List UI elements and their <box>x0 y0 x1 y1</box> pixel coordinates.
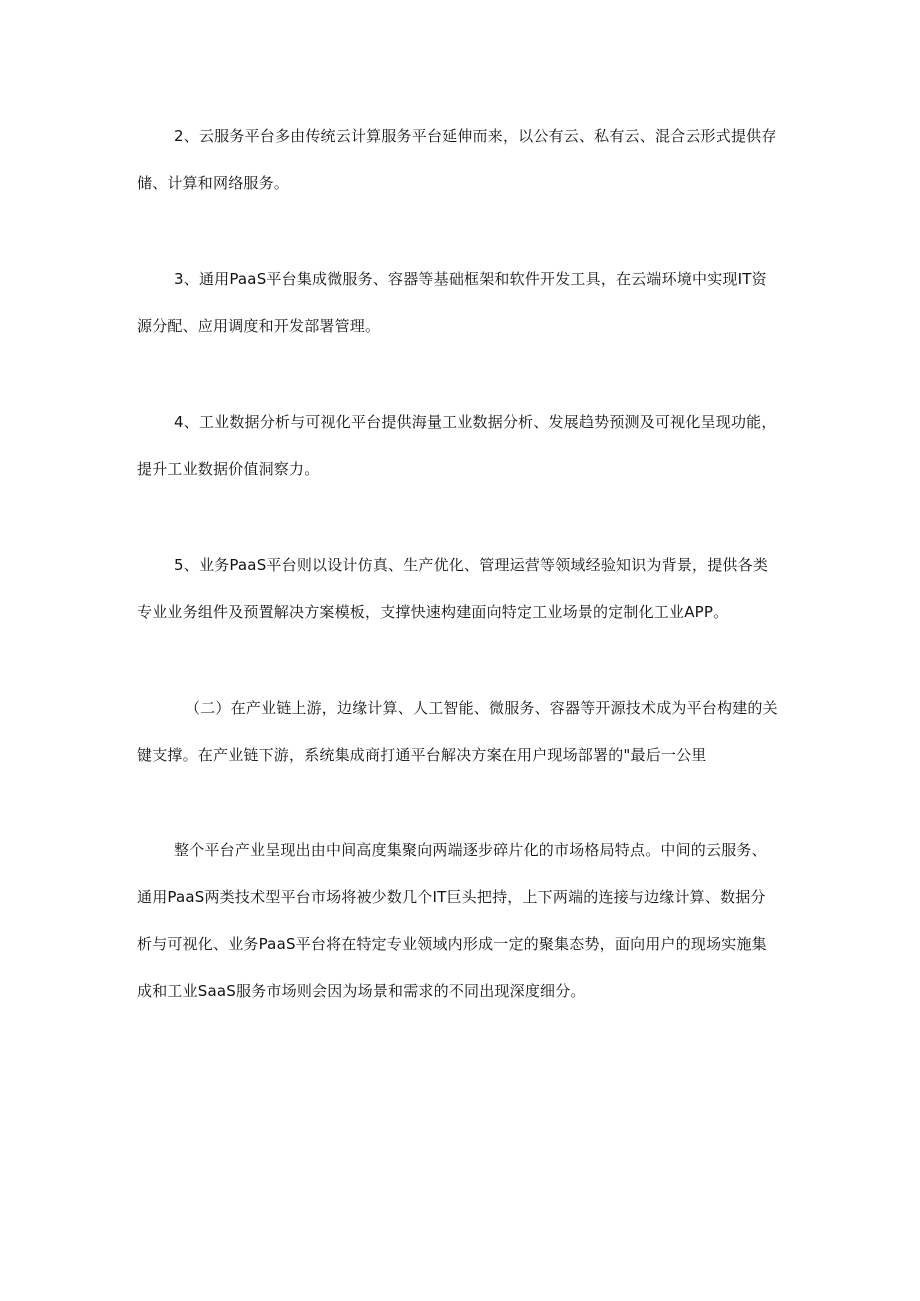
paragraph-line: 2、云服务平台多由传统云计算服务平台延伸而来，以公有云、私有云、混合云形式提供存 <box>174 127 777 145</box>
paragraph-line: 5、业务PaaS平台则以设计仿真、生产优化、管理运营等领域经验知识为背景，提供各类 <box>174 556 769 574</box>
paragraph-line: 提升工业数据价值洞察力。 <box>137 460 320 478</box>
paragraph-line: 成和工业SaaS服务市场则会因为场景和需求的不同出现深度细分。 <box>137 982 586 1000</box>
paragraph-business-paas-platform <box>137 542 793 636</box>
paragraph-line: （二）在产业链上游，边缘计算、人工智能、微服务、容器等开源技术成为平台构建的关 <box>185 699 778 717</box>
paragraph-line: 储、计算和网络服务。 <box>137 174 290 192</box>
paragraph-market-pattern <box>137 827 793 1015</box>
paragraph-line: 4、工业数据分析与可视化平台提供海量工业数据分析、发展趋势预测及可视化呈现功能， <box>174 413 777 431</box>
paragraph-line: 键支撑。在产业链下游，系统集成商打通平台解决方案在用户现场部署的"最后一公里 <box>137 746 707 764</box>
paragraph-line: 源分配、应用调度和开发部署管理。 <box>137 317 381 335</box>
paragraph-line: 专业业务组件及预置解决方案模板，支撑快速构建面向特定工业场景的定制化工业APP。 <box>137 603 729 621</box>
paragraph-cloud-service-platform <box>137 113 793 207</box>
paragraph-data-analysis-platform <box>137 399 793 493</box>
paragraph-general-paas-platform <box>137 256 793 350</box>
paragraph-line: 通用PaaS两类技术型平台市场将被少数几个IT巨头把持，上下两端的连接与边缘计算、数据分 <box>137 888 766 906</box>
paragraph-line: 整个平台产业呈现出由中间高度集聚向两端逐步碎片化的市场格局特点。中间的云服务、 <box>174 841 767 859</box>
paragraph-line: 析与可视化、业务PaaS平台将在特定专业领域内形成一定的聚集态势，面向用户的现场实施集 <box>137 935 767 953</box>
paragraph-industry-chain <box>137 685 793 779</box>
paragraph-line: 3、通用PaaS平台集成微服务、容器等基础框架和软件开发工具，在云端环境中实现IT资 <box>174 270 767 288</box>
